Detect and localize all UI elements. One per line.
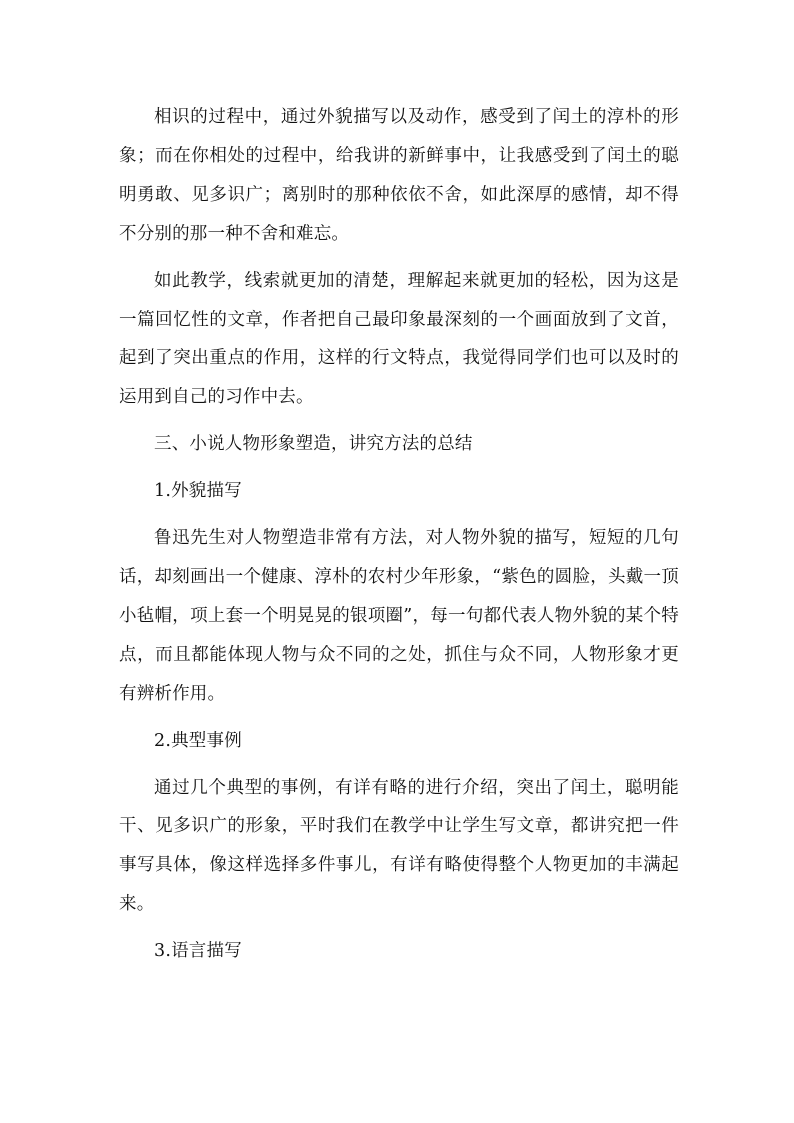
document-page bbox=[119, 98, 679, 971]
subheading-language-description: 3.语言描写 bbox=[154, 941, 242, 962]
section-heading-3: 三、小说人物形象塑造，讲究方法的总结 bbox=[154, 434, 473, 455]
paragraph-typical-examples: 通过几个典型的事例，有详有略的进行介绍，突出了闰土，聪明能干、见多识广的形象，平时我们在教学中让学生写文章，都讲究把一件事写具体，像这样选择多件事儿，有详有略使得整个人物更加的丰满起来。 bbox=[119, 777, 679, 915]
subheading-appearance: 1.外貌描写 bbox=[154, 481, 242, 502]
paragraph-appearance: 鲁迅先生对人物塑造非常有方法，对人物外貌的描写，短短的几句话，却刻画出一个健康、淳朴的农村少年形象，“紫色的圆脸，头戴一顶小毡帽，项上套一个明晃晃的银项圈”，每一句都代表人物外貌的某个特点，而且都能体现人物与众不同的之处，抓住与众不同，人物形象才更有辨析作用。 bbox=[119, 528, 679, 704]
subheading-typical-examples: 2.典型事例 bbox=[154, 730, 242, 751]
paragraph-meeting-process: 相识的过程中，通过外貌描写以及动作，感受到了闰土的淳朴的形象；而在你相处的过程中，给我讲的新鲜事中，让我感受到了闰土的聪明勇敢、见多识广；离别时的那种依依不舍，如此深厚的感情，却不得不分别的那一种不舍和难忘。 bbox=[119, 107, 679, 244]
paragraph-teaching-method: 如此教学，线索就更加的清楚，理解起来就更加的轻松，因为这是一篇回忆性的文章，作者把自己最印象最深刻的一个画面放到了文首，起到了突出重点的作用，这样的行文特点，我觉得同学们也可以及时的运用到自己的习作中去。 bbox=[119, 270, 679, 408]
